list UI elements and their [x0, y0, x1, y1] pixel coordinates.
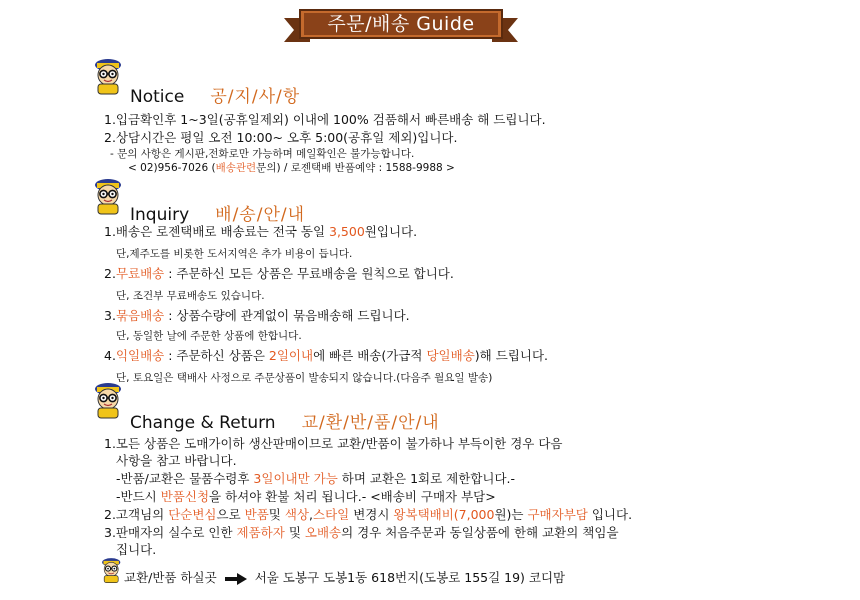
text: 변경시 [349, 507, 394, 522]
notice-line-2: 2.상담시간은 평일 오전 10:00~ 오후 5:00(공휴일 제외)입니다. [104, 130, 458, 145]
text: 3.판매자의 실수로 인한 [104, 525, 237, 540]
text: 3. [104, 308, 116, 323]
highlight: 구매자부담 [527, 507, 588, 522]
text: 의 경우 처음주문과 동일상품에 한해 교환의 책임을 [341, 525, 619, 540]
mascot-icon [92, 380, 126, 420]
inquiry-note-4: 단, 토요일은 택배사 사정으로 주문상품이 발송되지 않습니다.(다음주 월요일 발송) [116, 372, 493, 384]
text: 하며 교환은 1회로 제한합니다.- [337, 471, 516, 486]
highlight: 색상 [284, 507, 310, 522]
highlight: 묶음배송 [115, 308, 165, 323]
inquiry-note-1: 단,제주도를 비롯한 도서지역은 추가 비용이 듭니다. [116, 248, 353, 260]
contact-pre: < 02)956-7026 ( [128, 162, 216, 174]
notice-contact [128, 160, 455, 175]
change-line-3b: 집니다. [116, 542, 157, 557]
change-title [130, 408, 440, 433]
contact-post: 문의) / 로젠택배 반품예약 : 1588-9988 > [256, 162, 455, 174]
change-title-kr: 교/환/반/품/안/내 [301, 413, 440, 433]
change-line-1b: 사항을 참고 바랍니다. [116, 453, 237, 468]
inquiry-note-3: 단, 동일한 날에 주문한 상품에 한합니다. [116, 330, 302, 342]
text: 원)는 [494, 507, 528, 522]
highlight: 3,500 [329, 224, 365, 239]
mascot-icon [92, 56, 126, 96]
change-line-1a: 1.모든 상품은 도매가이하 생산판매이므로 교환/반품이 불가하나 부득이한 경우 다음 [104, 436, 563, 451]
return-address [124, 568, 565, 586]
text: 입니다. [587, 507, 633, 522]
text: 2. [104, 266, 116, 281]
highlight: 반품 [244, 507, 269, 522]
notice-title-en: Notice [130, 87, 185, 107]
highlight: 단순변심 [168, 507, 217, 522]
inquiry-note-2: 단, 조건부 무료배송도 있습니다. [116, 290, 265, 302]
inquiry-line-2 [104, 264, 454, 282]
text: 및 [268, 507, 285, 522]
change-line-1d [116, 487, 496, 505]
highlight: 반품신청 [160, 489, 210, 504]
change-title-en: Change & Return [130, 413, 276, 433]
text: 2.고객님의 [104, 507, 169, 522]
text: : 주문하신 모든 상품은 무료배송을 원칙으로 합니다. [164, 266, 454, 281]
arrow-right-icon [225, 573, 247, 585]
inquiry-line-4 [104, 346, 548, 364]
text: 에 빠른 배송(가급적 [313, 348, 427, 363]
text: )해 드립니다. [474, 348, 548, 363]
contact-highlight: 배송관련 [215, 162, 257, 174]
notice-line-3: - 문의 사항은 게시판,전화로만 가능하며 메일확인은 불가능합니다. [110, 148, 415, 160]
text: 4. [104, 348, 116, 363]
highlight: 당일배송 [426, 348, 475, 363]
return-address-value: 서울 도봉구 도봉1동 618번지(도봉로 155길 19) 코디맘 [254, 570, 566, 585]
change-line-2 [104, 505, 632, 523]
text: : 상품수량에 관계없이 묶음배송해 드립니다. [164, 308, 410, 323]
text: 1.배송은 로젠택배로 배송료는 전국 동일 [104, 224, 329, 239]
inquiry-title-en: Inquiry [130, 205, 190, 225]
text: 및 [284, 525, 305, 540]
text: -반드시 [116, 489, 161, 504]
highlight: 2일이내 [268, 348, 314, 363]
text: 으로 [216, 507, 245, 522]
highlight: 익일배송 [115, 348, 165, 363]
inquiry-line-3 [104, 306, 410, 324]
highlight: 스타일 [313, 507, 350, 522]
change-line-1c [116, 469, 515, 487]
text: : 주문하신 상품은 [164, 348, 269, 363]
highlight: 제품하자 [236, 525, 285, 540]
highlight: 왕복택배비(7,000 [393, 507, 495, 522]
notice-line-1: 1.입금확인후 1~3일(공휴일제외) 이내에 100% 검품해서 빠른배송 해 드립니다. [104, 112, 546, 127]
notice-title [130, 82, 300, 107]
highlight: 오배송 [304, 525, 342, 540]
return-address-label: 교환/반품 하실곳 [124, 570, 217, 585]
inquiry-title-kr: 배/송/안/내 [215, 205, 306, 225]
mascot-icon [100, 556, 124, 584]
change-line-3 [104, 523, 619, 541]
page-banner [276, 8, 526, 44]
highlight: 무료배송 [115, 266, 165, 281]
highlight: 3일이내만 가능 [253, 471, 338, 486]
text: 을 하셔야 환불 처리 됩니다.- <배송비 구매자 부담> [209, 489, 496, 504]
banner-title: 주문/배송 Guide [327, 13, 475, 35]
inquiry-line-1 [104, 222, 417, 240]
notice-title-kr: 공/지/사/항 [210, 87, 301, 107]
mascot-icon [92, 176, 126, 216]
text: , [309, 507, 313, 522]
text: 원입니다. [364, 224, 418, 239]
text: -반품/교환은 물품수령후 [116, 471, 254, 486]
